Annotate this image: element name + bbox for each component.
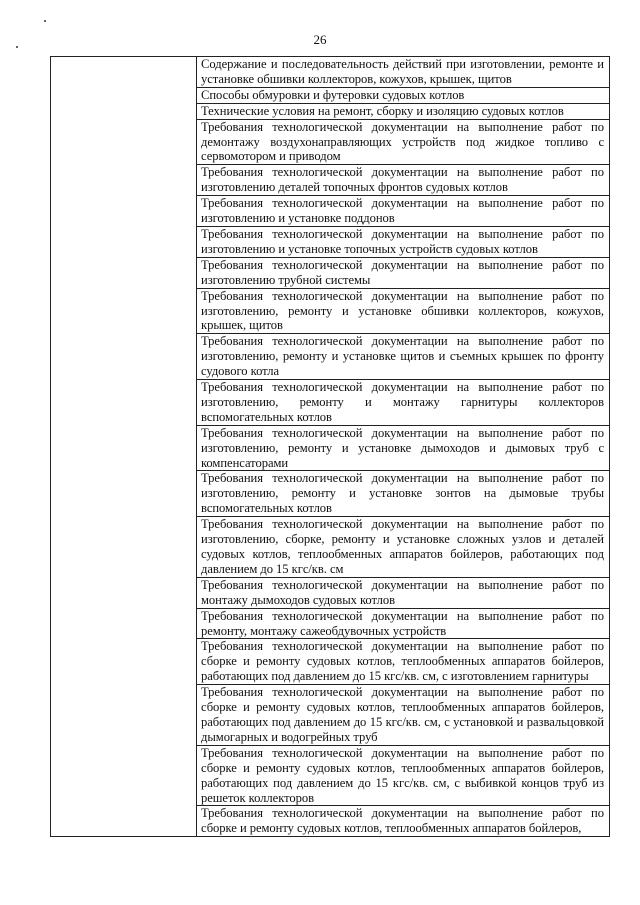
table-row [51,57,610,88]
requirement-text: Требования технологической документации на выполнение работ по изготовлению, ремонту и монтажу гарнитуры коллекторов вспомогательных котлов [197,380,610,426]
left-column-cell [51,57,197,837]
requirement-text: Способы обмуровки и футеровки судовых котлов [197,87,610,103]
requirement-text: Требования технологической документации на выполнение работ по изготовлению, ремонту и установке зонтов на дымовые трубы вспомогательных котлов [197,471,610,517]
requirement-text: Требования технологической документации на выполнение работ по изготовлению трубной системы [197,257,610,288]
requirement-text: Требования технологической документации на выполнение работ по ремонту, монтажу сажеобдувочных устройств [197,608,610,639]
requirement-text: Содержание и последовательность действий при изготовлении, ремонте и установке обшивки коллекторов, кожухов, крышек, щитов [197,57,610,88]
requirement-text: Требования технологической документации на выполнение работ по изготовлению, сборке, ремонту и установке сложных узлов и деталей судовых котлов, теплообменных аппаратов бойлеров, работающих под давлением до 15 кгс/кв. см [197,517,610,578]
scan-speck [44,20,46,22]
requirement-text: Требования технологической документации на выполнение работ по изготовлению деталей топочных фронтов судовых котлов [197,165,610,196]
requirement-text: Требования технологической документации на выполнение работ по изготовлению, ремонту и установке щитов и съемных крышек по фронту судового котла [197,334,610,380]
requirement-text: Требования технологической документации на выполнение работ по демонтажу воздухонаправляющих устройств под жидкое топливо с сервомотором и приводом [197,119,610,165]
requirement-text: Требования технологической документации на выполнение работ по изготовлению, ремонту и установке дымоходов и дымовых труб с компенсаторами [197,425,610,471]
requirement-text: Требования технологической документации на выполнение работ по монтажу дымоходов судовых котлов [197,577,610,608]
requirement-text: Требования технологической документации на выполнение работ по сборке и ремонту судовых котлов, теплообменных аппаратов бойлеров, [197,806,610,837]
requirement-text: Технические условия на ремонт, сборку и изоляцию судовых котлов [197,103,610,119]
table-body [51,57,610,837]
requirement-text: Требования технологической документации на выполнение работ по сборке и ремонту судовых котлов, теплообменных аппаратов бойлеров, работающих под давлением до 15 кгс/кв. см, с установкой и развальцовкой дымогарных и водогрейных труб [197,685,610,746]
requirement-text: Требования технологической документации на выполнение работ по сборке и ремонту судовых котлов, теплообменных аппаратов бойлеров, работающих под давлением до 15 кгс/кв. см, с выбивкой концов труб из решеток коллекторов [197,745,610,806]
requirements-table [50,56,610,837]
requirement-text: Требования технологической документации на выполнение работ по изготовлению и установке топочных устройств судовых котлов [197,226,610,257]
requirement-text: Требования технологической документации на выполнение работ по сборке и ремонту судовых котлов, теплообменных аппаратов бойлеров, работающих под давлением до 15 кгс/кв. см, с изготовлением гарнитуры [197,639,610,685]
requirement-text: Требования технологической документации на выполнение работ по изготовлению и установке поддонов [197,196,610,227]
page-number: 26 [313,32,327,47]
requirement-text: Требования технологической документации на выполнение работ по изготовлению, ремонту и установке обшивки коллекторов, кожухов, крышек, щитов [197,288,610,334]
